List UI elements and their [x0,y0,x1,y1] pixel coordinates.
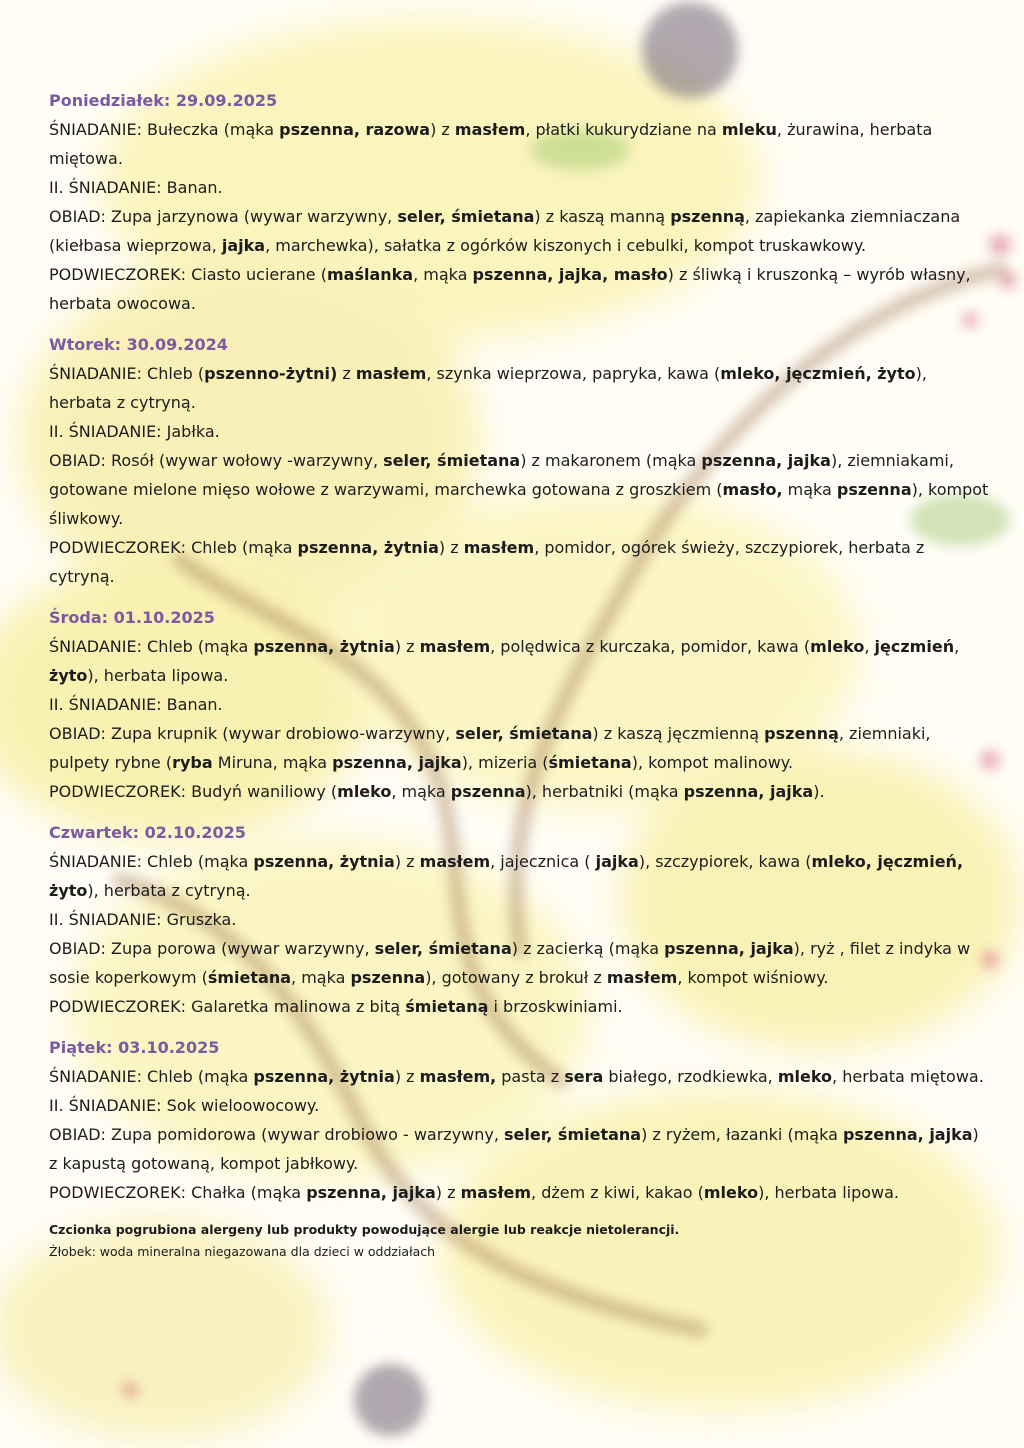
allergen-text: pszenna, żytnia [297,538,439,557]
allergen-text: pszenno-żytni) [204,364,338,383]
allergen-text: pszenna, jajka [664,939,794,958]
allergen-text: seler, śmietana [397,207,535,226]
allergen-text: żyto [49,666,88,685]
allergen-text: pszenna, jajka, masło [472,265,668,284]
meal-line: ŚNIADANIE: Chleb (mąka pszenna, żytnia) z masłem, jajecznica ( jajka), szczypiorek, kawa (mleko, jęczmień, żyto), herbata z cytryną. [49,852,964,900]
allergen-text: seler, śmietana [374,939,512,958]
day-title: Piątek: 03.10.2025 [49,1038,220,1057]
allergen-text: mleko [337,782,392,801]
day-section [49,330,989,591]
meal-line: II. ŚNIADANIE: Sok wieloowocowy. [49,1096,320,1115]
allergen-text: pszenna, jajka [701,451,831,470]
meal-line: ŚNIADANIE: Bułeczka (mąka pszenna, razowa) z masłem, płatki kukurydziane na mleku, żurawina, herbata miętowa. [49,120,933,168]
allergen-text: mleko [777,1067,833,1086]
allergen-text: pszenna, żytnia [253,637,395,656]
allergen-text: masłem [355,364,427,383]
allergen-text: masłem [419,852,491,871]
allergen-text: pszenna, razowa [279,120,431,139]
allergen-text: pszenna, jajka [332,753,462,772]
allergen-text: jajka [221,236,266,255]
allergen-text: pszenna, jajka [683,782,814,801]
meal-line: PODWIECZOREK: Chleb (mąka pszenna, żytnia) z masłem, pomidor, ogórek świeży, szczypiorek, herbata z cytryną. [49,538,925,586]
allergen-text: pszenna, jajka [306,1183,436,1202]
nursery-note: Żłobek: woda mineralna niegazowana dla dzieci w oddziałach [49,1244,436,1259]
allergen-text: mleko, jęczmień, żyto [49,852,964,900]
weekly-menu [49,86,989,1207]
meal-line: OBIAD: Zupa pomidorowa (wywar drobiowo - warzywny, seler, śmietana) z ryżem, łazanki (mąka pszenna, jajka) z kapustą gotowaną, kompot jabłkowy. [49,1125,979,1173]
allergen-text: śmietana [207,968,292,987]
day-section [49,818,989,1021]
meal-line: PODWIECZOREK: Ciasto ucierane (maślanka, mąka pszenna, jajka, masło) z śliwką i kruszonką – wyrób własny, herbata owocowa. [49,265,971,313]
allergen-text: mleku [721,120,777,139]
allergen-text: jajka [595,852,639,871]
allergen-text: sera [564,1067,604,1086]
allergen-text: śmietaną [405,997,489,1016]
allergen-note: Czcionka pogrubiona alergeny lub produkty powodujące alergie lub reakcje nietolerancji. [49,1222,680,1237]
meal-line: OBIAD: Zupa krupnik (wywar drobiowo-warzywny, seler, śmietana) z kaszą jęczmienną pszenną, ziemniaki, pulpety rybne (ryba Miruna, mąka pszenna, jajka), mizeria (śmietana), kompot malinowy. [49,724,931,772]
allergen-text: mleko [703,1183,759,1202]
allergen-text: pszenną [670,207,745,226]
allergen-text: masłem [606,968,678,987]
allergen-text: masło, [722,480,783,499]
menu-document [49,86,989,1263]
day-title: Wtorek: 30.09.2024 [49,335,228,354]
meal-line: OBIAD: Rosół (wywar wołowy -warzywny, seler, śmietana) z makaronem (mąka pszenna, jajka), ziemniakami, gotowane mielone mięso wołowe z warzywami, marchewka gotowana z groszkiem (masło, mąka pszenna), kompot śliwkowy. [49,451,989,528]
allergen-text: seler, śmietana [504,1125,642,1144]
meal-line: OBIAD: Zupa jarzynowa (wywar warzywny, seler, śmietana) z kaszą manną pszenną, zapiekanka ziemniaczana (kiełbasa wieprzowa, jajka, marchewka), sałatka z ogórków kiszonych i cebulki, kompot truskawkowy. [49,207,961,255]
allergen-text: pszenna, żytnia [253,852,395,871]
meal-line: II. ŚNIADANIE: Banan. [49,178,223,197]
meal-line: PODWIECZOREK: Budyń waniliowy (mleko, mąka pszenna), herbatniki (mąka pszenna, jajka). [49,782,825,801]
allergen-text: seler, śmietana [383,451,521,470]
meal-line: ŚNIADANIE: Chleb (pszenno-żytni) z masłem, szynka wieprzowa, papryka, kawa (mleko, jęczmień, żyto), herbata z cytryną. [49,364,927,412]
day-section [49,603,989,806]
allergen-text: jęczmień [874,637,955,656]
allergen-text: pszenna [450,782,526,801]
allergen-text: pszenna, jajka [842,1125,973,1144]
allergen-text: maślanka [326,265,414,284]
footnotes [49,1219,989,1263]
allergen-text: masłem [460,1183,532,1202]
allergen-text: pszenną [764,724,839,743]
meal-line: II. ŚNIADANIE: Jabłka. [49,422,220,441]
day-section [49,1033,989,1207]
allergen-text: masłem, [419,1067,497,1086]
meal-line: PODWIECZOREK: Chałka (mąka pszenna, jajka) z masłem, dżem z kiwi, kakao (mleko), herbata lipowa. [49,1183,900,1202]
meal-line: II. ŚNIADANIE: Banan. [49,695,223,714]
day-title: Środa: 01.10.2025 [49,608,215,627]
day-title: Czwartek: 02.10.2025 [49,823,246,842]
allergen-text: śmietana [548,753,632,772]
meal-line: ŚNIADANIE: Chleb (mąka pszenna, żytnia) z masłem, pasta z sera białego, rzodkiewka, mleko, herbata miętowa. [49,1067,984,1086]
day-title: Poniedziałek: 29.09.2025 [49,91,278,110]
day-section [49,86,989,318]
allergen-text: ryba [172,753,213,772]
allergen-text: mleko, jęczmień, żyto [720,364,916,383]
meal-line: PODWIECZOREK: Galaretka malinowa z bitą śmietaną i brzoskwiniami. [49,997,623,1016]
allergen-text: masłem [463,538,535,557]
allergen-text: pszenna, żytnia [253,1067,395,1086]
allergen-text: pszenna [350,968,426,987]
meal-line: ŚNIADANIE: Chleb (mąka pszenna, żytnia) z masłem, polędwica z kurczaka, pomidor, kawa (mleko, jęczmień, żyto), herbata lipowa. [49,637,960,685]
allergen-text: masłem [419,637,491,656]
allergen-text: seler, śmietana [455,724,593,743]
allergen-text: mleko [810,637,865,656]
meal-line: II. ŚNIADANIE: Gruszka. [49,910,237,929]
meal-line: OBIAD: Zupa porowa (wywar warzywny, seler, śmietana) z zacierką (mąka pszenna, jajka), ryż , filet z indyka w sosie koperkowym (śmietana, mąka pszenna), gotowany z brokuł z masłem, kompot wiśniowy. [49,939,971,987]
allergen-text: masłem [454,120,526,139]
allergen-text: pszenna [836,480,912,499]
